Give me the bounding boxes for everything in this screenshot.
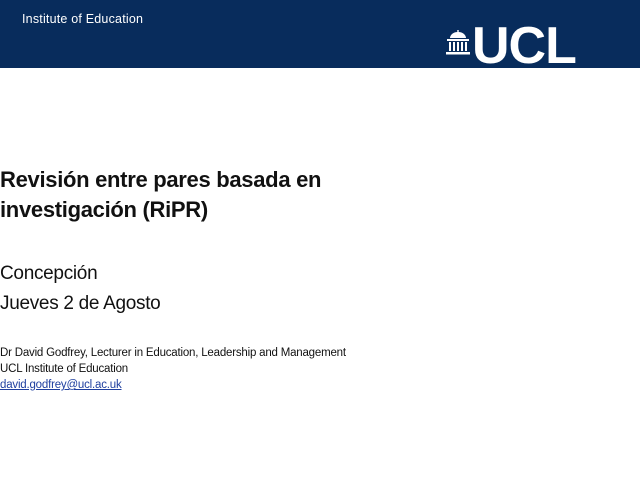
slide-title [0, 165, 640, 225]
author-name-role: Dr David Godfrey, Lecturer in Education, Leadership and Management [0, 347, 346, 359]
event-date: Jueves 2 de Agosto [0, 293, 161, 314]
ucl-portico-icon [444, 30, 472, 58]
event-place: Concepción [0, 263, 98, 284]
header-band [0, 0, 640, 75]
ucl-logo [444, 17, 616, 75]
institute-label: Institute of Education [22, 12, 144, 26]
author-email-link[interactable]: david.godfrey@ucl.ac.uk [0, 379, 122, 391]
title-line-1: Revisión entre pares basada en [0, 167, 322, 192]
event-info [0, 259, 640, 319]
ucl-logo-text: UCL [472, 17, 576, 75]
title-line-2: investigación (RiPR) [0, 197, 208, 222]
author-affiliation: UCL Institute of Education [0, 363, 128, 375]
author-info [0, 345, 640, 393]
